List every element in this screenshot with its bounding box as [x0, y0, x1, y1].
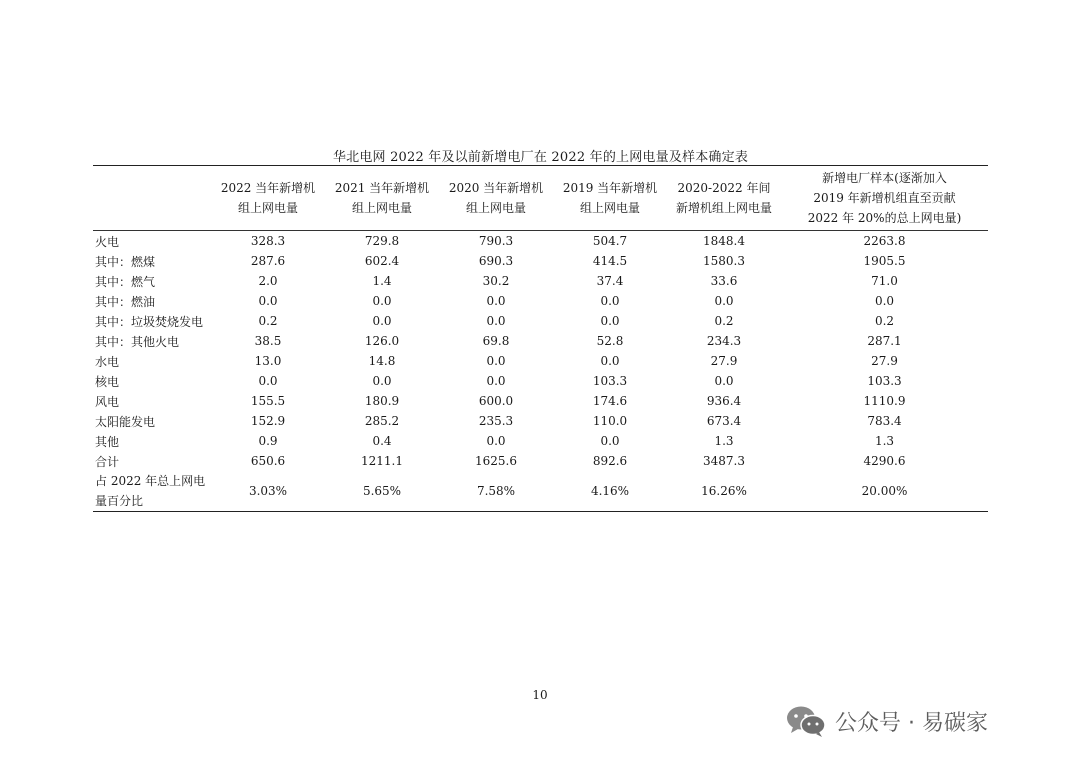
- table-row: [93, 251, 988, 271]
- table-cell: 1905.5: [863, 254, 906, 268]
- column-header-line: 2019 当年新增机: [562, 181, 658, 195]
- table-cell: 285.2: [364, 414, 400, 428]
- table-cell: 69.8: [482, 334, 510, 348]
- table-cell: 0.0: [874, 294, 895, 308]
- table-cell: 3487.3: [703, 454, 745, 468]
- table-header: [93, 166, 988, 231]
- table-cell: 414.5: [592, 254, 628, 268]
- table-cell: 174.6: [592, 394, 628, 408]
- table-cell: 673.4: [706, 414, 742, 428]
- table-cell: 0.0: [714, 294, 734, 308]
- watermark-text: 公众号 · 易碳家: [835, 710, 988, 736]
- table-cell: 13.0: [254, 354, 282, 368]
- table-row: [93, 291, 988, 311]
- column-header-line: 2019 年新增机组直至贡献: [813, 191, 956, 205]
- table-cell: 0.0: [486, 354, 506, 368]
- row-label: [93, 251, 211, 271]
- column-header-line: 2020-2022 年间: [677, 181, 771, 195]
- column-header-line: 组上网电量: [237, 201, 298, 215]
- row-label-line: 量百分比: [95, 494, 144, 508]
- table-cell: 0.9: [258, 434, 278, 448]
- table-cell: 1110.9: [863, 394, 906, 408]
- table-cell: 30.2: [482, 274, 510, 288]
- row-label: [93, 311, 211, 331]
- table-cell: 4.16%: [590, 484, 630, 498]
- table-row: [93, 471, 988, 512]
- column-header-line: 组上网电量: [465, 201, 526, 215]
- row-label-line: 占 2022 年总上网电: [95, 474, 206, 488]
- table-cell: 180.9: [364, 394, 400, 408]
- table-cell: 14.8: [368, 354, 396, 368]
- table-cell: 3.03%: [248, 484, 288, 498]
- header-cell-row-label: [93, 166, 211, 231]
- table-cell: 71.0: [871, 274, 898, 288]
- table-row: [93, 271, 988, 291]
- row-label: [93, 351, 211, 371]
- table-row: [93, 391, 988, 411]
- row-label-line: 太阳能发电: [95, 414, 156, 429]
- table-cell: 0.0: [600, 354, 620, 368]
- row-label-line: 其中：垃圾焚烧发电: [95, 314, 204, 329]
- table-row: [93, 231, 988, 252]
- table-row: [93, 331, 988, 351]
- table-cell: 52.8: [596, 334, 624, 348]
- column-header-line: 2022 当年新增机: [220, 181, 316, 195]
- table-cell: 16.26%: [701, 484, 747, 498]
- table-cell: 0.2: [874, 314, 895, 328]
- table-cell: 5.65%: [362, 484, 402, 498]
- table-cell: 126.0: [364, 334, 400, 348]
- row-label-line: 其中：其他火电: [95, 334, 180, 349]
- watermark: [785, 703, 988, 739]
- page-number: 10: [532, 688, 548, 702]
- table-cell: 234.3: [706, 334, 742, 348]
- table-cell: 0.0: [486, 374, 506, 388]
- row-label-line: 火电: [95, 234, 120, 249]
- table-row: [93, 431, 988, 451]
- table-cell: 20.00%: [861, 484, 908, 498]
- data-table: [93, 165, 988, 512]
- table-cell: 504.7: [592, 234, 628, 248]
- column-header-line: 2022 年 20%的总上网电量): [807, 211, 962, 225]
- row-label: [93, 411, 211, 431]
- table-cell: 328.3: [250, 234, 286, 248]
- row-label: [93, 231, 211, 252]
- table-cell: 103.3: [867, 374, 902, 388]
- table-cell: 27.9: [710, 354, 738, 368]
- table-cell: 33.6: [710, 274, 738, 288]
- table-cell: 2.0: [258, 274, 278, 288]
- table-cell: 0.0: [486, 314, 506, 328]
- table-cell: 0.0: [600, 314, 620, 328]
- row-label: [93, 431, 211, 451]
- row-label-line: 水电: [95, 354, 120, 369]
- row-label: [93, 391, 211, 411]
- table-cell: 729.8: [364, 234, 400, 248]
- column-header-line: 组上网电量: [351, 201, 412, 215]
- row-label-line: 其中：燃煤: [95, 254, 156, 269]
- column-header-line: 新增机组上网电量: [675, 201, 772, 215]
- table-cell: 0.2: [258, 314, 278, 328]
- table-cell: 1.3: [874, 434, 895, 448]
- table-cell: 650.6: [250, 454, 286, 468]
- table-cell: 0.2: [714, 314, 734, 328]
- table-cell: 0.0: [600, 434, 620, 448]
- table-row: [93, 451, 988, 471]
- row-label: [93, 451, 211, 471]
- table-cell: 1.3: [714, 434, 734, 448]
- table-cell: 1848.4: [703, 234, 745, 248]
- table-cell: 37.4: [596, 274, 624, 288]
- row-label: [93, 291, 211, 311]
- row-label-line: 风电: [95, 394, 120, 409]
- column-header: [781, 166, 988, 231]
- table-cell: 0.0: [372, 314, 392, 328]
- column-header-line: 2021 当年新增机: [334, 181, 430, 195]
- table-row: [93, 411, 988, 431]
- table-cell: 602.4: [364, 254, 400, 268]
- table-cell: 783.4: [867, 414, 902, 428]
- row-label-line: 其他: [95, 434, 120, 449]
- column-header-line: 组上网电量: [579, 201, 640, 215]
- table-cell: 2263.8: [863, 234, 906, 248]
- table-cell: 892.6: [592, 454, 628, 468]
- column-header-line: 新增电厂样本(逐渐加入: [822, 171, 947, 185]
- table-body: [93, 231, 988, 512]
- column-header: [211, 166, 325, 231]
- table-cell: 0.0: [372, 294, 392, 308]
- table-cell: 287.1: [867, 334, 902, 348]
- row-label-line: 其中：燃气: [95, 274, 156, 289]
- table-cell: 0.0: [486, 294, 506, 308]
- row-label-line: 合计: [95, 454, 120, 469]
- table-cell: 0.0: [258, 294, 278, 308]
- table-cell: 155.5: [250, 394, 286, 408]
- column-header: [553, 166, 667, 231]
- row-label: [93, 371, 211, 391]
- row-label: [93, 331, 211, 351]
- table-cell: 0.0: [600, 294, 620, 308]
- table-cell: 235.3: [478, 414, 514, 428]
- column-header-line: 2020 当年新增机: [448, 181, 544, 195]
- table-cell: 4290.6: [863, 454, 906, 468]
- table-cell: 1.4: [372, 274, 392, 288]
- table-row: [93, 371, 988, 391]
- table-cell: 287.6: [250, 254, 286, 268]
- row-label: [93, 471, 211, 512]
- table-cell: 1580.3: [703, 254, 745, 268]
- table-cell: 790.3: [478, 234, 514, 248]
- column-header: [325, 166, 439, 231]
- table-cell: 0.0: [486, 434, 506, 448]
- table-cell: 103.3: [592, 374, 628, 388]
- table-title: 华北电网 2022 年及以前新增电厂在 2022 年的上网电量及样本确定表: [332, 150, 749, 165]
- table-cell: 152.9: [250, 414, 286, 428]
- column-header: [667, 166, 781, 231]
- table-cell: 7.58%: [476, 484, 516, 498]
- table-cell: 690.3: [478, 254, 514, 268]
- table-cell: 27.9: [871, 354, 898, 368]
- table-cell: 0.0: [258, 374, 278, 388]
- table-row: [93, 351, 988, 371]
- table-cell: 38.5: [254, 334, 282, 348]
- wechat-icon: [785, 704, 827, 738]
- table-cell: 0.0: [714, 374, 734, 388]
- table-cell: 600.0: [478, 394, 514, 408]
- row-label-line: 其中：燃油: [95, 294, 156, 309]
- table-cell: 110.0: [592, 414, 628, 428]
- column-header: [439, 166, 553, 231]
- table-row: [93, 311, 988, 331]
- table-cell: 936.4: [706, 394, 742, 408]
- header-row: [93, 166, 988, 231]
- table-cell: 0.0: [372, 374, 392, 388]
- row-label: [93, 271, 211, 291]
- table-cell: 0.4: [372, 434, 392, 448]
- table-cell: 1211.1: [361, 454, 403, 468]
- row-label-line: 核电: [95, 374, 120, 389]
- table-cell: 1625.6: [475, 454, 517, 468]
